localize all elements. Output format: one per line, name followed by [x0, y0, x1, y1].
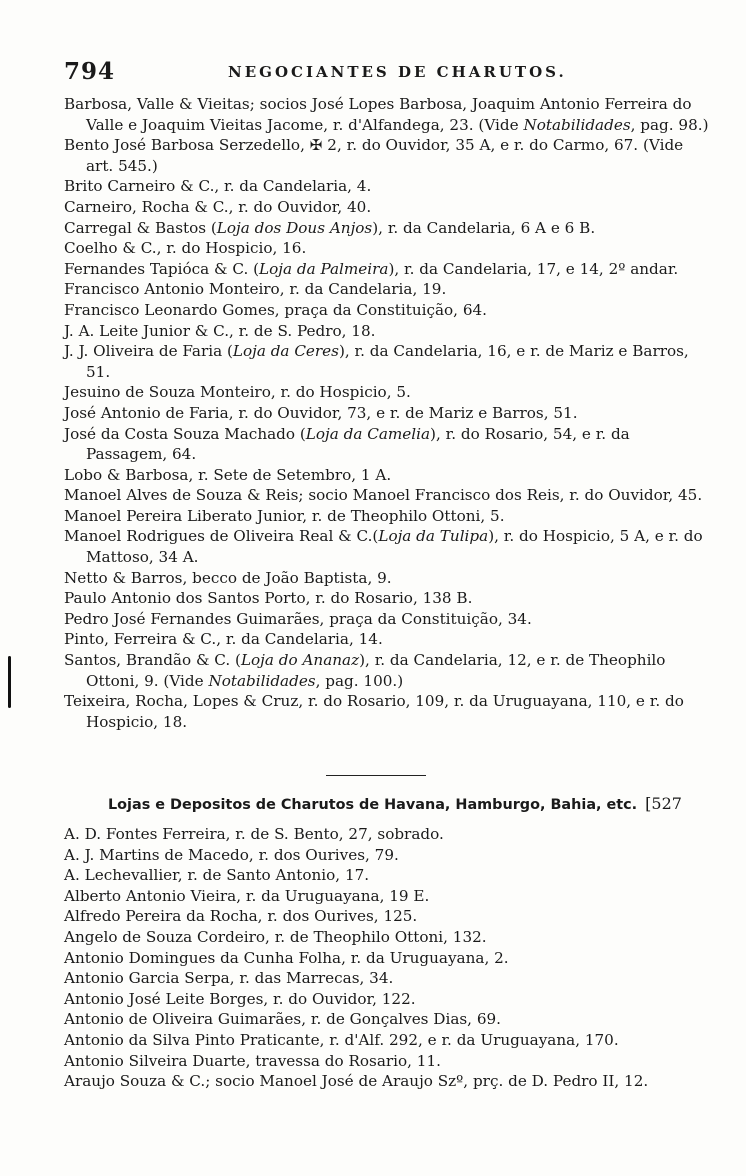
list-item — [64, 238, 714, 259]
list-item — [64, 176, 714, 197]
list-item — [64, 968, 714, 989]
entry-text: A. D. Fontes Ferreira, r. de S. Bento, 27, sobrado. — [64, 825, 444, 843]
list-item — [64, 321, 714, 342]
list-item — [64, 341, 714, 382]
entry-text: Bento José Barbosa Serzedello, ✠ 2, r. do Ouvidor, 35 A, e r. do Carmo, 67. (Vide art. 545.) — [64, 136, 684, 175]
entry-text: Manoel Alves de Souza & Reis; socio Manoel Francisco dos Reis, r. do Ouvidor, 45. — [64, 486, 703, 505]
list-item — [64, 650, 714, 691]
shop-name: Loja do Ananaz — [240, 651, 360, 670]
list-item — [64, 691, 714, 732]
list-item — [64, 526, 714, 567]
list-item — [64, 824, 714, 845]
list-item — [64, 845, 714, 866]
section-heading — [108, 794, 718, 813]
entry-text: José Antonio de Faria, r. do Ouvidor, 73, e r. de Mariz e Barros, 51. — [64, 403, 578, 422]
entry-text: Araujo Souza & C.; socio Manoel José de Araujo Szº, prç. de D. Pedro II, 12. — [64, 1072, 649, 1091]
entry-text: Francisco Antonio Monteiro, r. da Candelaria, 19. — [64, 280, 447, 299]
entry-text: ), r. do Hospicio, 5 A, e r. do Mattoso, 34 A. — [86, 527, 703, 567]
entry-text: Manoel Rodrigues de Oliveira Real & C.( — [64, 527, 379, 546]
entry-text: Antonio José Leite Borges, r. do Ouvidor, 122. — [64, 989, 416, 1008]
entry-text: , pag. 98.) — [630, 115, 709, 134]
entry-text: Brito Carneiro & C., r. da Candelaria, 4. — [64, 177, 372, 196]
entry-text: Antonio Domingues da Cunha Folha, r. da Uruguayana, 2. — [64, 948, 509, 967]
entry-text: Manoel Pereira Liberato Junior, r. de Theophilo Ottoni, 5. — [64, 506, 505, 525]
list-item — [64, 588, 714, 609]
entry-text: José da Costa Souza Machado ( — [64, 424, 306, 443]
section-heading-ref: [527 — [645, 794, 682, 813]
merchants-list — [64, 94, 714, 732]
page-number: 794 — [64, 58, 116, 85]
entry-text: Teixeira, Rocha, Lopes & Cruz, r. do Rosario, 109, r. da Uruguayana, 110, e r. do Hospicio, 18. — [64, 692, 684, 731]
entry-text: ), r. da Candelaria, 12, e r. de Theophilo Ottoni, 9. (Vide — [86, 651, 666, 690]
entry-text: ), r. da Candelaria, 6 A e 6 B. — [372, 218, 596, 237]
entry-text: ), r. da Candelaria, 17, e 14, 2º andar. — [388, 259, 679, 278]
list-item — [64, 300, 714, 321]
shop-name: Loja da Tulipa — [378, 527, 489, 546]
list-item — [64, 629, 714, 650]
shops-list — [64, 824, 714, 1092]
list-item — [64, 259, 714, 280]
list-item — [64, 218, 714, 239]
list-item — [64, 906, 714, 927]
entry-text: Barbosa, Valle & Vieitas; socios José Lopes Barbosa, Joaquim Antonio Ferreira do Valle e Joaquim Vieitas Jacome, r. d'Alfandega, 23. (Vide — [64, 95, 692, 134]
margin-mark — [8, 656, 11, 708]
entry-text: J. A. Leite Junior & C., r. de S. Pedro, 18. — [64, 321, 376, 340]
entry-text: Antonio Garcia Serpa, r. das Marrecas, 34. — [64, 969, 394, 988]
list-item — [64, 485, 714, 506]
entry-text: Pinto, Ferreira & C., r. da Candelaria, 14. — [64, 630, 383, 649]
shop-name: Loja da Camelia — [305, 424, 431, 443]
list-item — [64, 948, 714, 969]
shop-name: Notabilidades — [523, 115, 631, 134]
list-item — [64, 465, 714, 486]
entry-text: ), r. do Rosario, 54, e r. da Passagem, 64. — [86, 424, 630, 464]
entry-text: Antonio da Silva Pinto Praticante, r. d'Alf. 292, e r. da Uruguayana, 170. — [64, 1030, 619, 1049]
list-item — [64, 989, 714, 1010]
shop-name: Loja da Ceres — [232, 342, 339, 361]
list-item — [64, 1009, 714, 1030]
list-item — [64, 568, 714, 589]
entry-text: ), r. da Candelaria, 16, e r. de Mariz e Barros, 51. — [86, 342, 689, 381]
entry-text: , pag. 100.) — [315, 671, 404, 690]
list-item — [64, 279, 714, 300]
list-item — [64, 382, 714, 403]
entry-text: Coelho & C., r. do Hospicio, 16. — [64, 239, 307, 258]
entry-text: A. Lechevallier, r. de Santo Antonio, 17. — [64, 866, 370, 885]
list-item — [64, 197, 714, 218]
list-item — [64, 506, 714, 527]
list-item — [64, 1030, 714, 1051]
list-item — [64, 865, 714, 886]
entry-text: Alberto Antonio Vieira, r. da Uruguayana, 19 E. — [64, 886, 430, 905]
entry-text: Antonio de Oliveira Guimarães, r. de Gonçalves Dias, 69. — [64, 1010, 501, 1029]
entry-text: Lobo & Barbosa, r. Sete de Setembro, 1 A. — [64, 465, 392, 484]
entry-text: Fernandes Tapióca & C. ( — [64, 259, 260, 278]
shop-name: Loja dos Dous Anjos — [216, 218, 373, 237]
entry-text: Francisco Leonardo Gomes, praça da Constituição, 64. — [64, 300, 487, 319]
entry-text: Carregal & Bastos ( — [64, 218, 217, 237]
list-item — [64, 927, 714, 948]
entry-text: Paulo Antonio dos Santos Porto, r. do Rosario, 138 B. — [64, 589, 473, 608]
list-item — [64, 94, 714, 135]
running-title: NEGOCIANTES DE CHARUTOS. — [228, 63, 567, 81]
shop-name: Loja da Palmeira — [259, 259, 389, 278]
list-item — [64, 403, 714, 424]
entry-text: Antonio Silveira Duarte, travessa do Rosario, 11. — [64, 1051, 441, 1070]
list-item — [64, 135, 714, 176]
entry-text: A. J. Martins de Macedo, r. dos Ourives, 79. — [64, 845, 399, 864]
shop-name: Notabilidades — [208, 671, 316, 690]
entry-text: Netto & Barros, becco de João Baptista, 9. — [64, 568, 392, 587]
entry-text: Carneiro, Rocha & C., r. do Ouvidor, 40. — [64, 197, 372, 216]
page-header — [64, 58, 712, 92]
entry-text: Pedro José Fernandes Guimarães, praça da Constituição, 34. — [64, 609, 532, 628]
entry-text: Santos, Brandão & C. ( — [64, 651, 241, 670]
entry-text: Alfredo Pereira da Rocha, r. dos Ourives, 125. — [64, 907, 418, 926]
entry-text: J. J. Oliveira de Faria ( — [64, 342, 233, 361]
entry-text: Angelo de Souza Cordeiro, r. de Theophilo Ottoni, 132. — [64, 927, 487, 946]
section-heading-text: Lojas e Depositos de Charutos de Havana, Hamburgo, Bahia, etc. — [108, 797, 638, 813]
list-item — [64, 424, 714, 465]
list-item — [64, 1071, 714, 1092]
entry-text: Jesuino de Souza Monteiro, r. do Hospicio, 5. — [64, 383, 411, 402]
list-item — [64, 609, 714, 630]
list-item — [64, 1051, 714, 1072]
section-divider — [326, 775, 426, 776]
list-item — [64, 886, 714, 907]
